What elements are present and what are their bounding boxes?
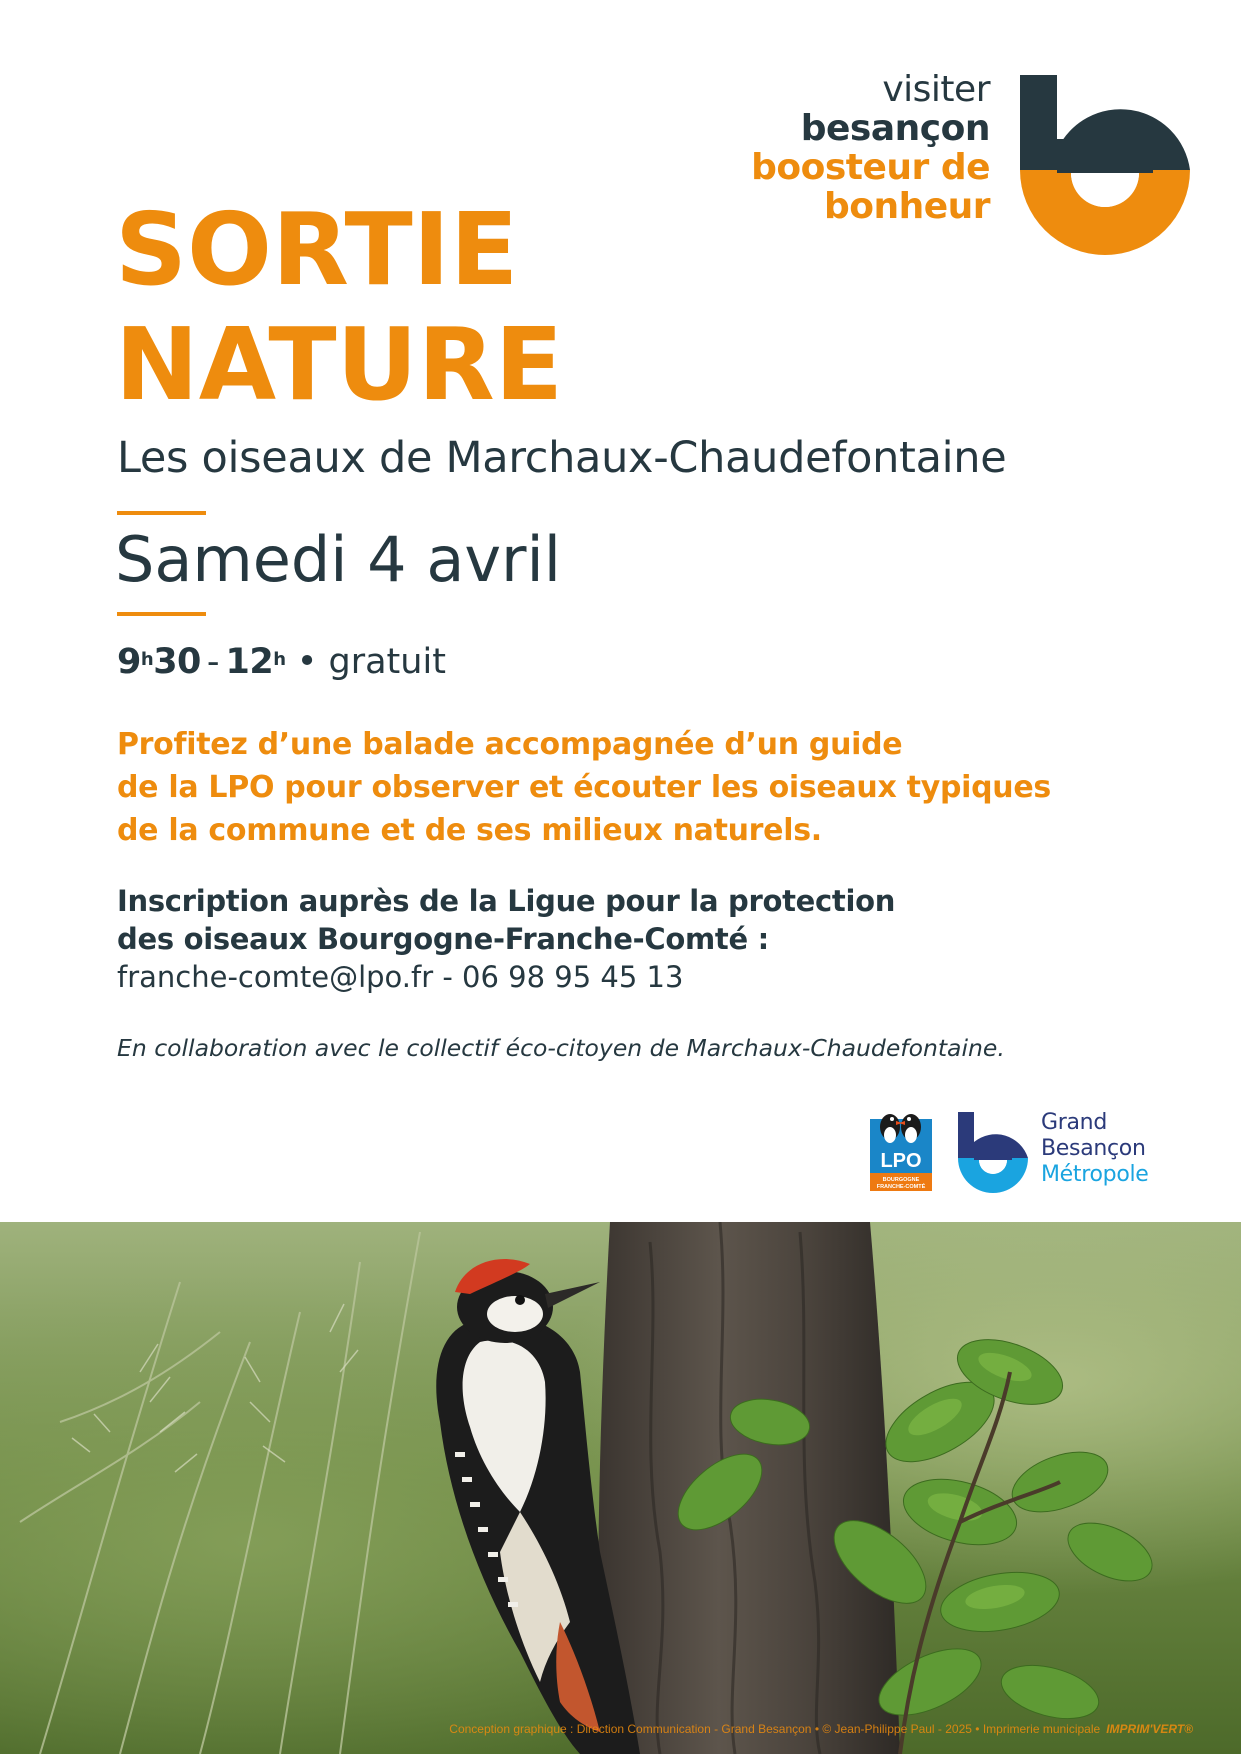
time-separator: - <box>206 642 220 682</box>
brand-line-visiter: visiter <box>882 69 990 110</box>
event-subtitle: Les oiseaux de Marchaux-Chaudefontaine <box>117 433 1007 483</box>
imprim-vert-label: IMPRIM'VERT® <box>1106 1722 1193 1736</box>
registration-line-1: Inscription auprès de la Ligue pour la protection <box>117 884 896 918</box>
registration-info <box>117 882 1117 996</box>
brand-line-bonheur: bonheur <box>823 186 990 227</box>
end-hour-suffix: h <box>273 649 286 670</box>
description-line-1: Profitez d’une balade accompagnée d’un guide <box>117 727 903 762</box>
credits-text: Conception graphique : Direction Communication - Grand Besançon • © Jean-Philippe Paul - 2025 • Imprimerie municipale <box>449 1722 1101 1736</box>
brand-line-boosteur: boosteur de <box>751 147 990 188</box>
b-letter-logo-icon <box>1020 75 1190 255</box>
gb-line-1: Grand <box>1041 1110 1107 1135</box>
event-description <box>117 723 1117 852</box>
collaboration-note: En collaboration avec le collectif éco-citoyen de Marchaux-Chaudefontaine. <box>117 1034 1005 1062</box>
start-hour-suffix: h <box>140 649 154 670</box>
start-hour: 9 <box>117 642 141 682</box>
event-price: • gratuit <box>296 642 446 682</box>
brand-wordmark <box>751 70 990 226</box>
description-line-3: de la commune et de ses milieux naturels. <box>117 813 822 848</box>
brand-line-besancon: besançon <box>800 108 990 149</box>
grand-besancon-logo-icon <box>958 1112 1028 1194</box>
lpo-logo-label: LPO <box>880 1150 922 1172</box>
gb-line-3: Métropole <box>1041 1162 1149 1187</box>
divider-bottom <box>117 612 206 616</box>
grand-besancon-wordmark <box>1041 1110 1149 1188</box>
lpo-logo <box>868 1105 934 1193</box>
description-line-2: de la LPO pour observer et écouter les oiseaux typiques <box>117 770 1051 805</box>
headline-line-1: SORTIE <box>115 191 519 308</box>
event-time <box>117 640 446 684</box>
lpo-logo-sub2: FRANCHE-COMTÉ <box>876 1184 926 1190</box>
divider-top <box>117 511 206 515</box>
gb-line-2: Besançon <box>1041 1136 1146 1161</box>
registration-contact: franche-comte@lpo.fr - 06 98 95 45 13 <box>117 960 684 994</box>
registration-line-2: des oiseaux Bourgogne-Franche-Comté : <box>117 922 769 956</box>
credits-footer <box>449 1722 1193 1736</box>
end-hour: 12 <box>225 642 274 682</box>
start-minutes: 30 <box>153 642 201 682</box>
headline-line-2: NATURE <box>115 306 564 423</box>
event-date: Samedi 4 avril <box>115 523 561 596</box>
puffin-birds-logo-icon <box>868 1105 934 1193</box>
woodpecker-on-tree-photo <box>0 1222 1241 1754</box>
lpo-logo-sub1: BOURGOGNE <box>882 1177 920 1183</box>
